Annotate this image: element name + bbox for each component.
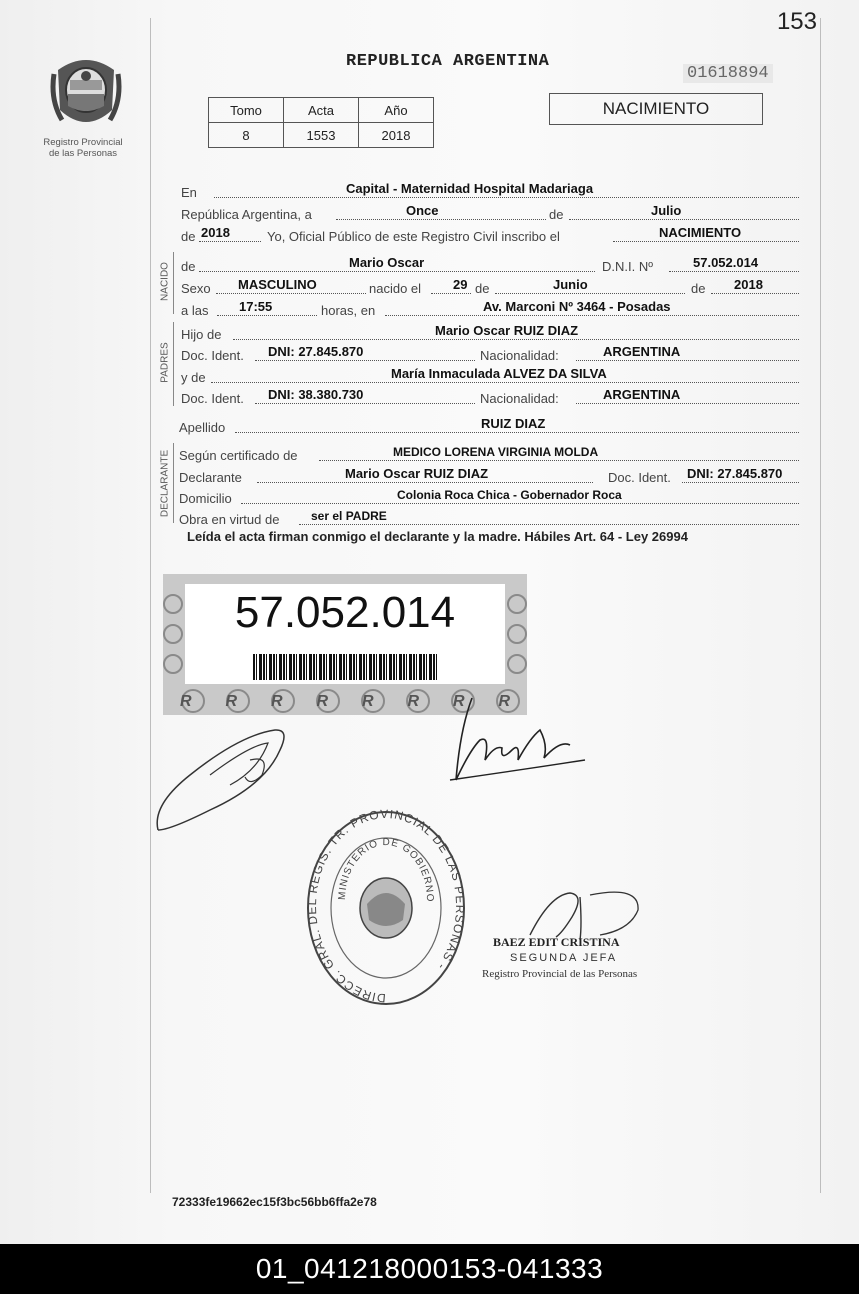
section-line-nacido [173, 252, 174, 314]
label-nacionalidad-1: Nacionalidad: [480, 348, 559, 363]
header-acta: Acta [284, 98, 359, 123]
declarant-address: Colonia Roca Chica - Gobernador Roca [397, 488, 622, 502]
row-capacity [179, 507, 799, 527]
declarant-capacity: ser el PADRE [311, 509, 387, 523]
label-dni-no: D.N.I. Nº [602, 259, 653, 274]
act-year: 2018 [201, 225, 230, 240]
row-child-birth [181, 276, 799, 296]
dni-sticker-label [185, 584, 505, 684]
closing-statement: Leída el acta firman conmigo el declarante y la madre. Hábiles Art. 64 - Ley 26994 [187, 529, 688, 544]
r-mark: R [498, 692, 511, 710]
value-tomo: 8 [209, 123, 284, 148]
official-office: Registro Provincial de las Personas [482, 968, 638, 980]
row-certificate [179, 443, 799, 463]
row-mother-doc [181, 386, 799, 406]
child-birth-place: Av. Marconi Nº 3464 - Posadas [483, 299, 671, 314]
label-domicilio: Domicilio [179, 491, 232, 506]
label-sexo: Sexo [181, 281, 211, 296]
surname: RUIZ DIAZ [481, 416, 546, 431]
page-number: 153 [776, 8, 817, 35]
registry-value-row [209, 123, 434, 148]
label-apellido: Apellido [179, 420, 226, 435]
label-yo-oficial: Yo, Oficial Público de este Registro Civil inscribo el [267, 229, 560, 244]
provincial-emblem-icon [50, 50, 122, 134]
act-type-box: NACIMIENTO [549, 93, 763, 125]
section-line-padres [173, 322, 174, 406]
logo-caption [36, 137, 130, 159]
official-name: BAEZ EDIT CRISTINA [493, 935, 620, 949]
child-birth-day: 29 [453, 277, 468, 292]
label-obra-virtud: Obra en virtud de [179, 512, 280, 527]
father-name: Mario Oscar RUIZ DIAZ [435, 323, 579, 338]
value-acta: 1553 [284, 123, 359, 148]
row-father-doc [181, 343, 799, 363]
logo-caption-line2: de las Personas [48, 148, 118, 159]
label-y-de: y de [181, 370, 206, 385]
document-hash: 72333fe19662ec15f3bc56bb6ffa2e78 [172, 1195, 377, 1209]
r-mark: R [225, 692, 238, 710]
serial-number: 01618894 [683, 64, 773, 83]
header-tomo: Tomo [209, 98, 284, 123]
header-ano: Año [359, 98, 434, 123]
child-time: 17:55 [239, 299, 273, 314]
r-mark: R [361, 692, 374, 710]
label-de-5: de [691, 281, 706, 296]
act-registered: NACIMIENTO [659, 225, 742, 240]
father-nationality: ARGENTINA [603, 344, 681, 359]
child-birth-month: Junio [553, 277, 588, 292]
label-hijo-de: Hijo de [181, 327, 222, 342]
official-seal-icon [305, 808, 467, 1008]
r-mark: R [316, 692, 329, 710]
child-name: Mario Oscar [349, 255, 425, 270]
row-child-name [181, 254, 799, 274]
signature-mother-icon [440, 690, 600, 790]
row-date [181, 202, 799, 222]
r-mark: R [407, 692, 420, 710]
label-a-las: a las [181, 303, 209, 318]
label-republica: República Argentina, a [181, 207, 312, 222]
seal-inner-text: MINISTERIO DE GOBIERNO [336, 836, 436, 903]
dni-sticker-number: 57.052.014 [234, 588, 456, 637]
official-title: SEGUNDA JEFA [510, 952, 618, 964]
act-month: Julio [651, 203, 682, 218]
label-en: En [181, 185, 197, 200]
mother-nationality: ARGENTINA [603, 387, 681, 402]
left-margin-line [150, 18, 151, 1193]
label-segun-certificado: Según certificado de [179, 448, 298, 463]
row-surname [179, 415, 799, 435]
r-mark: R [179, 692, 192, 710]
r-mark: R [270, 692, 283, 710]
row-mother-name [181, 365, 799, 385]
row-registration [181, 224, 799, 244]
child-birth-year: 2018 [734, 277, 763, 292]
row-father-name [181, 322, 799, 342]
section-label-padres: PADRES [159, 342, 171, 383]
child-sex: MASCULINO [238, 277, 317, 292]
label-de-1: de [549, 207, 564, 222]
label-de-2: de [181, 229, 196, 244]
document-title: REPUBLICA ARGENTINA [346, 52, 550, 71]
declarant-doc: DNI: 27.845.870 [687, 466, 783, 481]
row-declarant [179, 465, 799, 485]
logo-caption-line1: Registro Provincial [43, 137, 123, 148]
seal-outer-text: DIRECC. GRAL. DEL REGIS. TR. PROVINCIAL DE LAS PERSONAS - [305, 808, 467, 1006]
label-doc-ident-1: Doc. Ident. [181, 348, 244, 363]
mother-name: María Inmaculada ALVEZ DA SILVA [391, 366, 607, 381]
mother-doc: DNI: 38.380.730 [268, 387, 364, 402]
row-address [179, 486, 799, 506]
declarant-name: Mario Oscar RUIZ DIAZ [345, 466, 489, 481]
label-doc-ident-3: Doc. Ident. [608, 470, 671, 485]
label-de-3: de [181, 259, 196, 274]
label-declarante: Declarante [179, 470, 242, 485]
section-label-declarante: DECLARANTE [159, 449, 171, 518]
label-nacionalidad-2: Nacionalidad: [480, 391, 559, 406]
row-place [181, 180, 799, 200]
section-line-declarante [173, 443, 174, 523]
label-horas-en: horas, en [321, 303, 376, 318]
barcode-icon [253, 654, 437, 680]
label-de-4: de [475, 281, 490, 296]
right-margin-line [820, 18, 821, 1193]
child-dni: 57.052.014 [693, 255, 759, 270]
footer-code: 01_041218000153-041333 [0, 1244, 859, 1294]
declarant-certificate: MEDICO LORENA VIRGINIA MOLDA [393, 445, 599, 459]
registry-header-row [209, 98, 434, 123]
value-ano: 2018 [359, 123, 434, 148]
father-doc: DNI: 27.845.870 [268, 344, 364, 359]
signature-declarant-icon [150, 715, 310, 840]
registry-table [208, 97, 434, 148]
label-nacido-el: nacido el [369, 281, 422, 296]
act-place: Capital - Maternidad Hospital Madariaga [346, 181, 594, 196]
r-mark: R [452, 692, 465, 710]
section-label-nacido: NACIDO [159, 262, 171, 301]
act-day: Once [406, 203, 439, 218]
label-doc-ident-2: Doc. Ident. [181, 391, 244, 406]
row-child-time [181, 298, 799, 318]
